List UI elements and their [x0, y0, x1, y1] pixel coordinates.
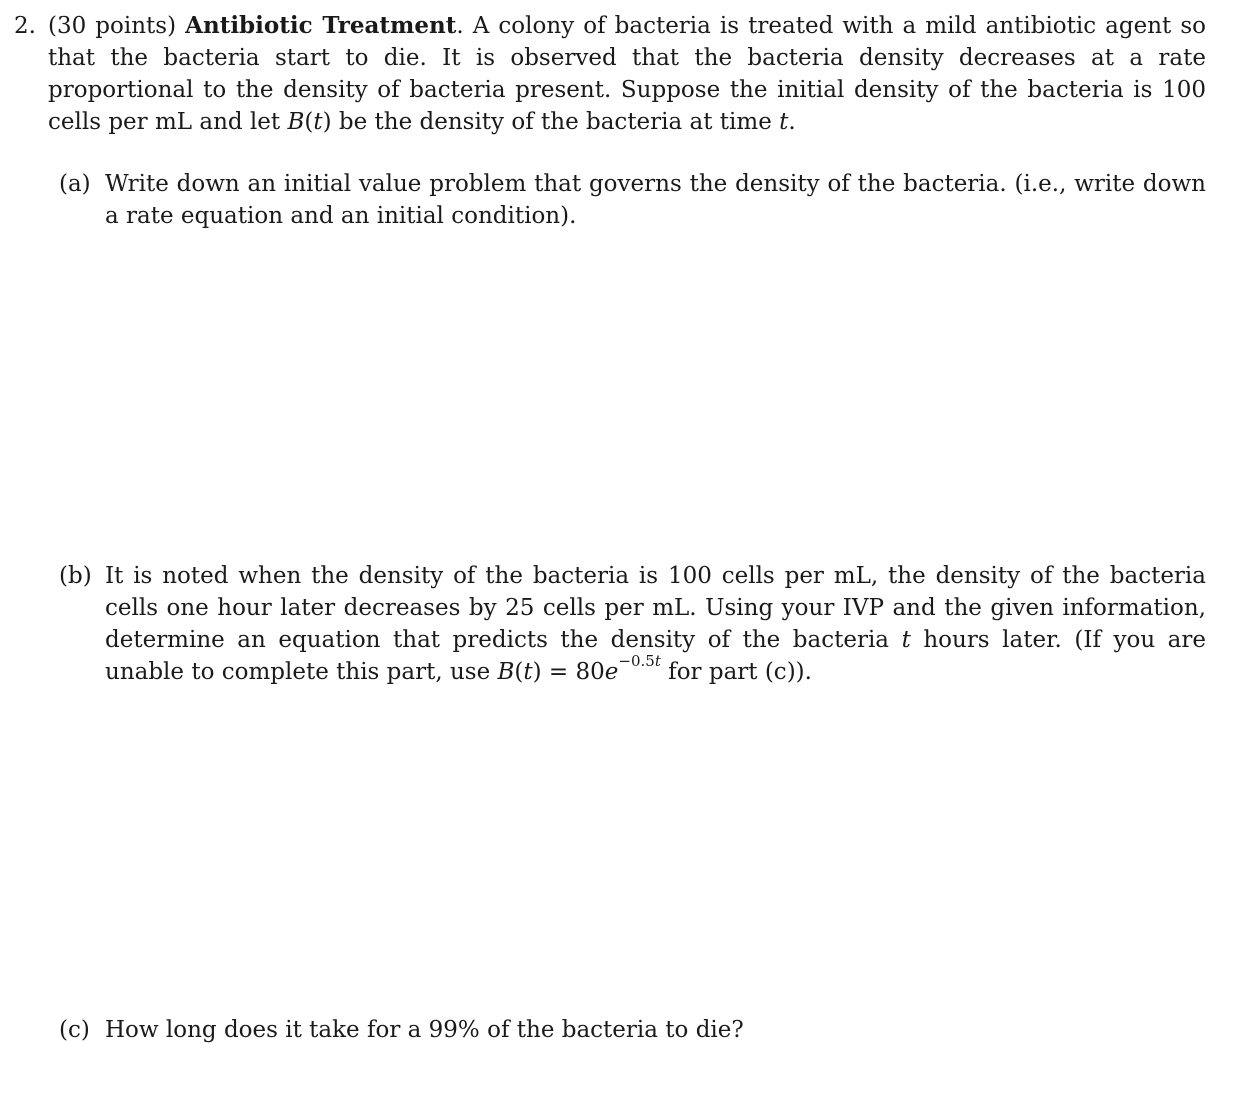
problem-statement: [48, 10, 1206, 138]
math-paren-open: (: [514, 659, 524, 685]
part-a-label: (a): [59, 171, 91, 197]
problem-number: 2.: [14, 13, 36, 39]
math-variable-t: t: [523, 659, 533, 685]
math-exponent-number: −0.5: [618, 652, 655, 671]
math-function-b: B: [497, 659, 515, 685]
math-variable-t: t: [313, 109, 323, 135]
part-b: [59, 560, 1206, 688]
math-exponent: [618, 652, 660, 670]
part-b-text-1: It is noted when the density of the bacteria is 100 cells per mL, the density of the bacteria cells one hour later decreases by 25 cells per mL. Using your IVP and the given information, determine an equation that predicts the density of the bacteria: [105, 563, 1206, 653]
math-base-e: e: [604, 659, 619, 685]
problem-intro-part-2: be the density of the bacteria at time: [331, 109, 780, 135]
problem-intro-part-1: . A colony of bacteria is treated with a mild antibiotic agent so that the bacteria start to die. It is observed that the bacteria density decreases at a rate proportional to the density of bacteria present. Suppose the initial density of the bacteria is 100 cells per mL and let: [48, 13, 1206, 135]
part-a: [59, 168, 1206, 232]
problem-2: [14, 10, 1206, 138]
part-c-label: (c): [59, 1017, 90, 1043]
math-time-variable: t: [779, 109, 789, 135]
problem-points: (30 points): [48, 13, 177, 39]
math-equals-80: ) = 80: [532, 659, 605, 685]
problem-title: Antibiotic Treatment: [185, 12, 457, 39]
part-b-text-3: for part (c)).: [660, 659, 812, 685]
math-paren-close: ): [322, 109, 332, 135]
part-c: [59, 1014, 1206, 1046]
math-variable-t: t: [901, 627, 911, 653]
part-b-text-2: hours later. (If you are unable to complete this part, use: [105, 627, 1206, 685]
math-function-b: B: [287, 109, 305, 135]
part-c-text: How long does it take for a 99% of the bacteria to die?: [105, 1017, 744, 1043]
math-exponent-variable: t: [654, 652, 661, 671]
math-paren-open: (: [304, 109, 314, 135]
part-a-text: Write down an initial value problem that governs the density of the bacteria. (i.e., write down a rate equation and an initial condition).: [105, 171, 1206, 229]
part-b-label: (b): [59, 563, 92, 589]
part-b-text: [105, 560, 1206, 688]
problem-intro-end: .: [788, 109, 796, 135]
